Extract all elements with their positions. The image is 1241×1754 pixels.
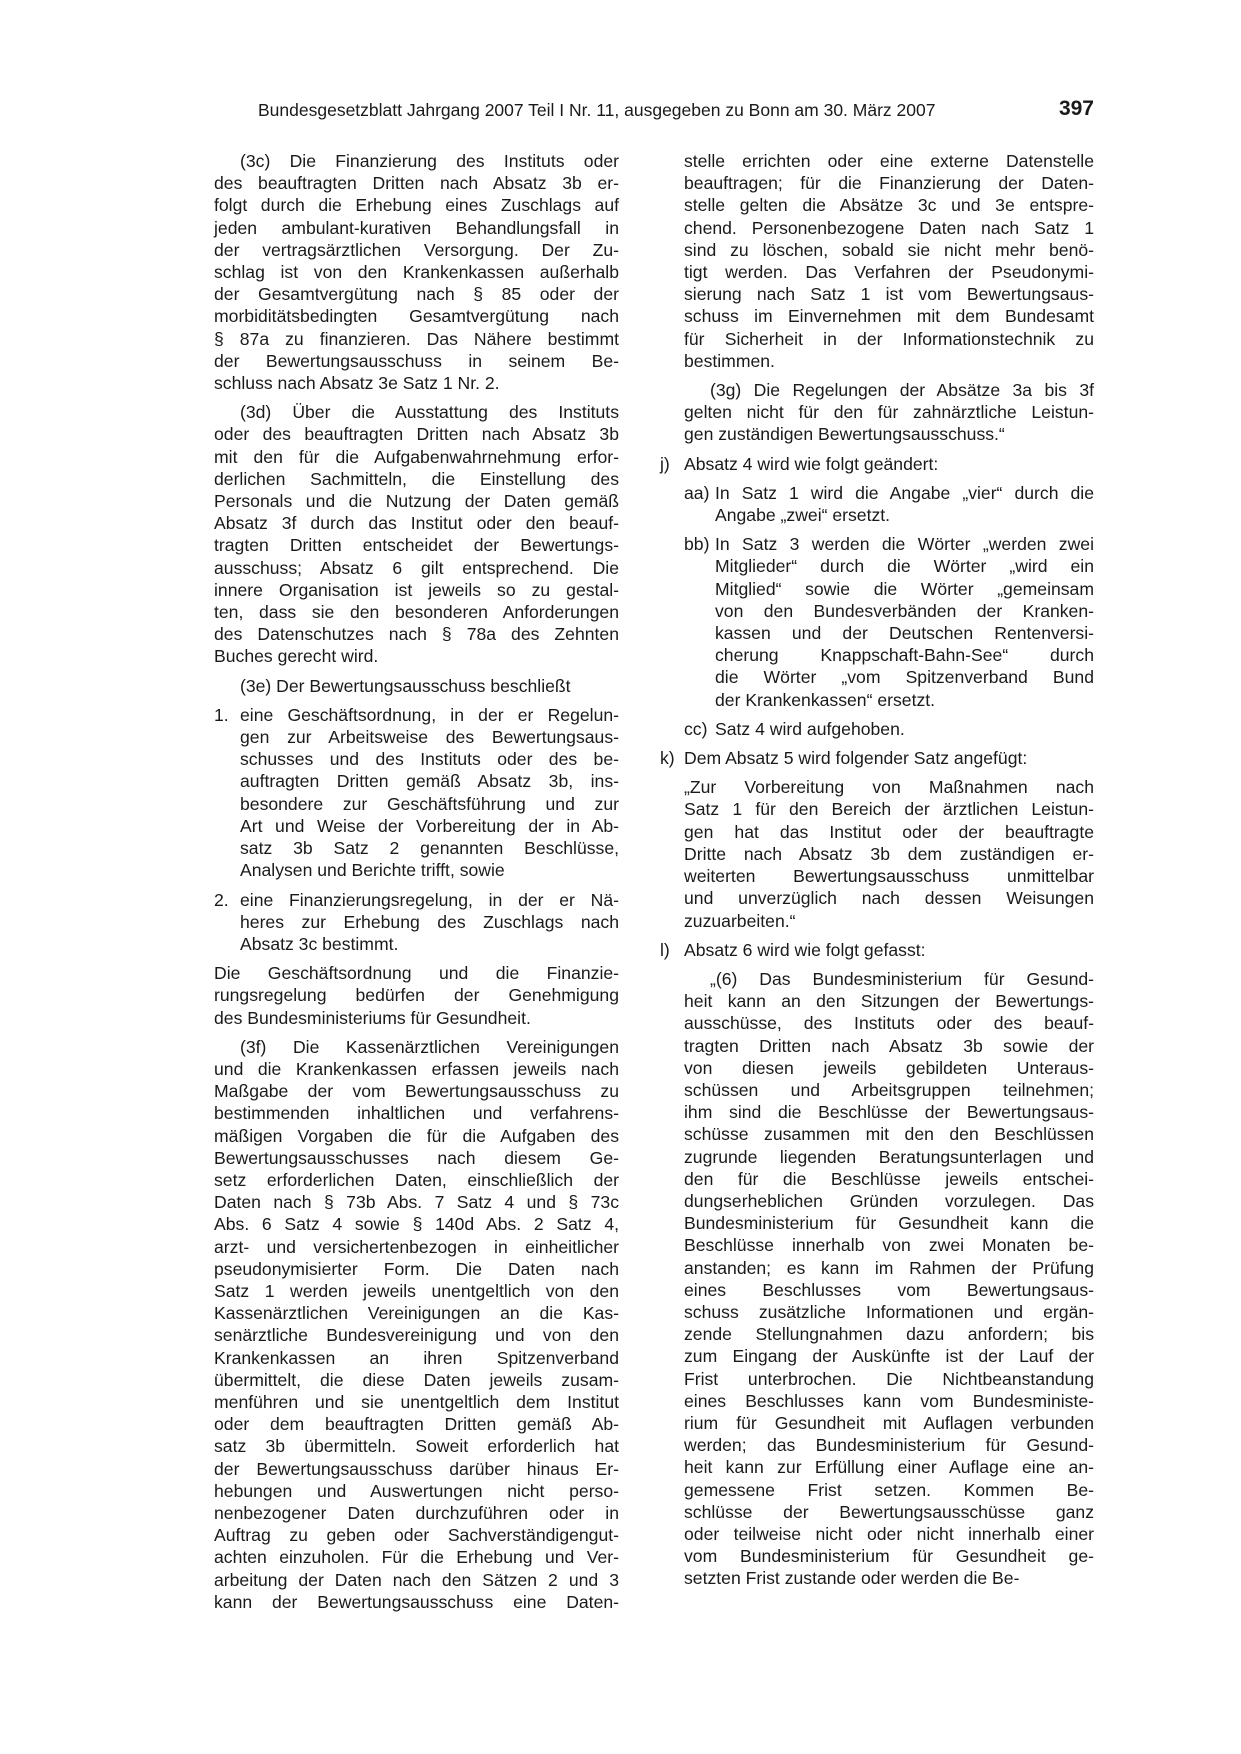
text-line: der Krankenkassen“ ersetzt. <box>715 689 936 710</box>
text-line: Daten nach § 73b Abs. 7 Satz 4 und § 73c <box>214 1192 619 1213</box>
text-line: Personals und die Nutzung der Daten gemäß <box>214 491 619 512</box>
right-column <box>660 150 1094 1597</box>
item-text: Dem Absatz 5 wird folgender Satz angefügt: <box>684 748 1028 769</box>
text-line: übermittelt, die diese Daten jeweils zusam- <box>214 1369 619 1390</box>
text-line: des Datenschutzes nach § 78a des Zehnten <box>214 624 619 645</box>
text-line: (3d) Über die Ausstattung des Instituts <box>240 402 619 423</box>
text-line: und unverzüglich nach dessen Weisungen <box>684 888 1094 909</box>
text-line: pseudonymisierter Form. Die Daten nach <box>214 1258 619 1279</box>
text-line: (3f) Die Kassenärztlichen Vereinigungen <box>240 1036 619 1057</box>
paragraph-3g <box>684 379 1094 446</box>
sub-item-label: aa) <box>684 482 710 503</box>
quoted-text <box>684 968 1094 1590</box>
text-line: Maßgabe der vom Bewertungsausschuss zu <box>214 1081 619 1102</box>
text-line: Absatz 3c bestimmt. <box>240 933 399 954</box>
text-line: hebungen und Auswertungen nicht perso- <box>214 1480 619 1501</box>
item-text: Absatz 4 wird wie folgt geändert: <box>684 453 939 474</box>
sub-item-label: bb) <box>684 534 710 555</box>
text-line: Satz 1 werden jeweils unentgeltlich von den <box>214 1280 619 1301</box>
text-line: ihm sind die Beschlüsse der Bewertungsaus- <box>684 1102 1094 1123</box>
text-line: zugrunde liegenden Beratungsunterlagen und <box>684 1146 1094 1167</box>
text-line: von diesen jeweils gebildeten Unteraus- <box>684 1057 1094 1078</box>
item-label: l) <box>660 939 670 960</box>
text-line: In Satz 3 werden die Wörter „werden zwei <box>715 534 1094 555</box>
text-line: des Bundesministeriums für Gesundheit. <box>214 1007 531 1028</box>
text-line: mit den für die Aufgabenwahrnehmung erfor- <box>214 446 619 467</box>
text-line: ausschuss; Absatz 6 gilt entsprechend. Die <box>214 557 619 578</box>
text-line: werden; das Bundesministerium für Gesund- <box>684 1435 1094 1456</box>
list-item <box>214 889 619 956</box>
text-line: oder teilweise nicht oder nicht innerhalb einer <box>684 1523 1094 1544</box>
text-line: schüsse zusammen mit den den Beschlüssen <box>684 1124 1094 1145</box>
text-line: Analysen und Berichte trifft, sowie <box>240 860 505 881</box>
text-line: gemessene Frist setzen. Kommen Be- <box>684 1479 1094 1500</box>
page-number: 397 <box>1058 97 1094 120</box>
paragraph-3d <box>214 401 619 667</box>
text-line: Dritte nach Absatz 3b dem zuständigen er- <box>684 843 1094 864</box>
text-line: auftragten Dritten gemäß Absatz 3b, ins- <box>240 771 619 792</box>
paragraph-3c <box>214 150 619 394</box>
text-line: stelle gelten die Absätze 3c und 3e entspre- <box>684 195 1094 216</box>
text-line: ten, dass sie den besonderen Anforderungen <box>214 602 619 623</box>
text-line: setz erforderlichen Daten, einschließlich der <box>214 1169 619 1190</box>
text-line: der Bewertungsausschuss in seinem Be- <box>214 350 619 371</box>
text-line: Bewertungsausschusses nach diesem Ge- <box>214 1147 619 1168</box>
list-number: 2. <box>214 889 229 910</box>
text-line: satz 3b Satz 2 genannten Beschlüsse, <box>240 838 619 859</box>
item-label: j) <box>660 453 670 474</box>
text-line: eines Beschlusses kann vom Bundesministe- <box>684 1390 1094 1411</box>
text-line: gen hat das Institut oder der beauftragte <box>684 821 1094 842</box>
text-line: schlüsse der Bewertungsausschüsse ganz <box>684 1501 1094 1522</box>
text-line: rungsregelung bedürfen der Genehmigung <box>214 985 619 1006</box>
paragraph-3e-intro: (3e) Der Bewertungsausschuss beschließt <box>240 675 571 696</box>
text-line: heit kann an den Sitzungen der Bewertungs- <box>684 991 1094 1012</box>
quoted-text <box>684 776 1094 931</box>
left-column <box>214 150 619 1613</box>
text-line: von den Bundesverbänden der Kranken- <box>715 600 1094 621</box>
text-line: arzt- und versichertenbezogen in einheitlicher <box>214 1236 619 1257</box>
text-line: beauftragen; für die Finanzierung der Daten- <box>684 173 1094 194</box>
text-line: nenbezogener Daten durchzuführen oder in <box>214 1502 619 1523</box>
text-line: stelle errichten oder eine externe Datenstelle <box>684 151 1094 171</box>
text-line: der Gesamtvergütung nach § 85 oder der <box>214 284 619 305</box>
text-line: der vertragsärztlichen Versorgung. Der Zu- <box>214 239 619 260</box>
text-line: schüssen und Arbeitsgruppen teilnehmen; <box>684 1079 1094 1100</box>
text-line: eine Geschäftsordnung, in der er Regelun- <box>240 704 619 725</box>
text-line: zuzuarbeiten.“ <box>684 910 796 931</box>
text-line: schuss zusätzliche Informationen und ergän- <box>684 1301 1094 1322</box>
text-line: ausschüsse, des Instituts oder des beauf- <box>684 1013 1094 1034</box>
text-line: chend. Personenbezogene Daten nach Satz 1 <box>684 217 1094 238</box>
text-line: Buches gerecht wird. <box>214 646 379 667</box>
text-line: des beauftragten Dritten nach Absatz 3b er- <box>214 173 619 194</box>
text-line: mäßigen Vorgaben die für die Aufgaben des <box>214 1125 619 1146</box>
text-line: jeden ambulant-kurativen Behandlungsfall in <box>214 217 619 238</box>
sub-item <box>684 482 1094 526</box>
text-line: Abs. 6 Satz 4 sowie § 140d Abs. 2 Satz 4, <box>214 1214 619 1235</box>
text-line: Bundesministerium für Gesundheit kann die <box>684 1213 1094 1234</box>
text-line: anstanden; es kann im Rahmen der Prüfung <box>684 1257 1094 1278</box>
text-line: kann der Bewertungsausschuss eine Daten- <box>214 1591 619 1612</box>
text-line: oder dem beauftragten Dritten gemäß Ab- <box>214 1414 619 1435</box>
text-line: die Wörter „vom Spitzenverband Bund <box>715 667 1094 688</box>
text-line: schusses und des Instituts oder des be- <box>240 749 619 770</box>
text-line: heit kann zur Erfüllung einer Auflage eine an- <box>684 1457 1094 1478</box>
text-line: Frist unterbrochen. Die Nichtbeanstandung <box>684 1368 1094 1389</box>
text-line: besondere zur Geschäftsführung und zur <box>240 793 619 814</box>
item-label: k) <box>660 748 675 769</box>
item-k <box>660 747 1094 939</box>
gazette-title: Bundesgesetzblatt Jahrgang 2007 Teil I Nr. 11, ausgegeben zu Bonn am 30. März 2007 <box>258 100 936 120</box>
text-line: Satz 4 wird aufgehoben. <box>715 718 905 739</box>
text-line: „(6) Das Bundesministerium für Gesund- <box>710 968 1094 989</box>
text-line: tigt werden. Das Verfahren der Pseudonymi- <box>684 262 1094 283</box>
text-line: (3c) Die Finanzierung des Instituts oder <box>240 151 619 171</box>
text-line: sierung nach Satz 1 ist vom Bewertungsaus- <box>684 284 1094 305</box>
text-line: Krankenkassen an ihren Spitzenverband <box>214 1347 619 1368</box>
text-line: Absatz 3f durch das Institut oder den beauf- <box>214 513 619 534</box>
text-line: für Sicherheit in der Informationstechnik zu <box>684 328 1094 349</box>
text-line: arbeitung der Daten nach den Sätzen 2 und 3 <box>214 1569 619 1590</box>
text-line: § 87a zu finanzieren. Das Nähere bestimmt <box>214 328 619 349</box>
text-line: Mitglied“ sowie die Wörter „gemeinsam <box>715 578 1094 599</box>
text-line: oder des beauftragten Dritten nach Absatz 3b <box>214 424 619 445</box>
item-l <box>660 939 1094 1597</box>
text-line: In Satz 1 wird die Angabe „vier“ durch die <box>715 482 1094 503</box>
text-line: bestimmen. <box>684 350 775 371</box>
text-line: eine Finanzierungsregelung, in der er Nä- <box>240 889 619 910</box>
text-line: den für die Beschlüsse jeweils entschei- <box>684 1168 1094 1189</box>
text-line: kassen und der Deutschen Rentenversi- <box>715 623 1094 644</box>
text-line: senärztliche Bundesvereinigung und von den <box>214 1325 619 1346</box>
item-j <box>660 453 1094 747</box>
text-line: tragten Dritten nach Absatz 3b sowie der <box>684 1035 1094 1056</box>
text-line: Art und Weise der Vorbereitung der in Ab- <box>240 815 619 836</box>
text-line: Beschlüsse innerhalb von zwei Monaten be- <box>684 1235 1094 1256</box>
sub-item <box>684 718 1094 740</box>
text-line: bestimmenden inhaltlichen und verfahrens- <box>214 1103 619 1124</box>
text-line: Mitglieder“ durch die Wörter „wird ein <box>715 556 1094 577</box>
text-line: (3g) Die Regelungen der Absätze 3a bis 3f <box>710 380 1094 401</box>
text-line: menführen und sie unentgeltlich dem Institut <box>214 1391 619 1412</box>
text-line: Die Geschäftsordnung und die Finanzie- <box>214 963 619 984</box>
text-line: tragten Dritten entscheidet der Bewertungs- <box>214 535 619 556</box>
text-line: achten einzuholen. Für die Erhebung und Ver- <box>214 1547 619 1568</box>
text-line: Kassenärztlichen Vereinigungen an die Kas- <box>214 1303 619 1324</box>
text-line: schlag ist von den Krankenkassen außerhalb <box>214 262 619 283</box>
sub-item <box>684 533 1094 711</box>
text-line: folgt durch die Erhebung eines Zuschlags auf <box>214 195 619 216</box>
text-line: sind zu löschen, sobald sie nicht mehr benö- <box>684 239 1094 260</box>
list-item <box>214 704 619 882</box>
text-line: der Bewertungsausschuss darüber hinaus Er- <box>214 1458 619 1479</box>
text-line: und die Krankenkassen erfassen jeweils nach <box>214 1058 619 1079</box>
text-line: satz 3b übermitteln. Soweit erforderlich hat <box>214 1436 619 1457</box>
text-line: zende Stellungnahmen dazu anfordern; bis <box>684 1324 1094 1345</box>
text-line: heres zur Erhebung des Zuschlags nach <box>240 911 619 932</box>
list-number: 1. <box>214 704 229 725</box>
text-line: gelten nicht für den für zahnärztliche Leistun- <box>684 402 1094 423</box>
text-line: morbiditätsbedingten Gesamtvergütung nach <box>214 306 619 327</box>
text-line: innere Organisation ist jeweils so zu gestal- <box>214 579 619 600</box>
text-line: dungserheblichen Gründen vorzulegen. Das <box>684 1190 1094 1211</box>
page-header <box>214 97 1094 126</box>
text-line: eines Beschlusses vom Bewertungsaus- <box>684 1279 1094 1300</box>
text-line: vom Bundesministerium für Gesundheit ge- <box>684 1546 1094 1567</box>
text-line: rium für Gesundheit mit Auflagen verbunden <box>684 1412 1094 1433</box>
text-line: weiterten Bewertungsausschuss unmittelbar <box>684 866 1094 887</box>
text-line: gen zuständigen Bewertungsausschuss.“ <box>684 424 1005 445</box>
text-line: schluss nach Absatz 3e Satz 1 Nr. 2. <box>214 373 500 394</box>
text-line: derlichen Sachmitteln, die Einstellung des <box>214 468 619 489</box>
text-line: gen zur Arbeitsweise des Bewertungsaus- <box>240 727 619 748</box>
text-line: zum Eingang der Auskünfte ist der Lauf der <box>684 1346 1094 1367</box>
text-line: Angabe „zwei“ ersetzt. <box>715 505 891 526</box>
paragraph-3e-list <box>214 704 619 962</box>
text-line: Auftrag zu geben oder Sachverständigengut- <box>214 1525 619 1546</box>
text-line: „Zur Vorbereitung von Maßnahmen nach <box>684 777 1094 798</box>
paragraph-3e-outro <box>214 962 619 1029</box>
sub-item-label: cc) <box>684 718 708 739</box>
item-text: Absatz 6 wird wie folgt gefasst: <box>684 939 926 960</box>
text-line: setzten Frist zustande oder werden die Be- <box>684 1568 1020 1589</box>
paragraph-3f-continued <box>684 150 1094 372</box>
text-line: schuss im Einvernehmen mit dem Bundesamt <box>684 306 1094 327</box>
text-line: cherung Knappschaft-Bahn-See“ durch <box>715 645 1094 666</box>
text-line: Satz 1 für den Bereich der ärztlichen Leistun- <box>684 799 1094 820</box>
paragraph-3f <box>214 1036 619 1613</box>
